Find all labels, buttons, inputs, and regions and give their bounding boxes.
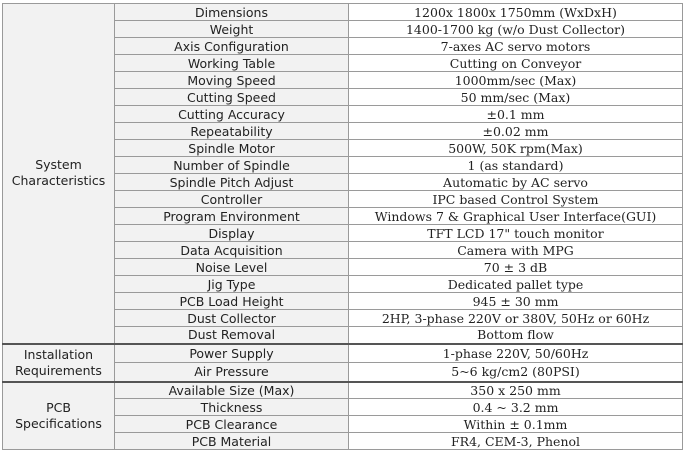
spec-item: Dimensions: [115, 4, 349, 21]
spec-value: 350 x 250 mm: [349, 382, 683, 399]
spec-table: [2, 3, 683, 450]
table-row: [3, 382, 683, 399]
spec-item: Spindle Motor: [115, 140, 349, 157]
category-label: System: [35, 157, 82, 173]
spec-value: FR4, CEM-3, Phenol: [349, 433, 683, 450]
spec-value: Dedicated pallet type: [349, 276, 683, 293]
category-label: Characteristics: [11, 173, 106, 189]
spec-item: Data Acquisition: [115, 242, 349, 259]
spec-value: Windows 7 & Graphical User Interface(GUI): [349, 208, 683, 225]
spec-value: Within ± 0.1mm: [349, 416, 683, 433]
table-row: [3, 4, 683, 21]
spec-value: 50 mm/sec (Max): [349, 89, 683, 106]
spec-value: ±0.02 mm: [349, 123, 683, 140]
table-row: [3, 344, 683, 363]
spec-value: Bottom flow: [349, 327, 683, 344]
spec-item: Air Pressure: [115, 363, 349, 382]
spec-item: Repeatability: [115, 123, 349, 140]
category-cell: [3, 4, 115, 344]
spec-value: 1200x 1800x 1750mm (WxDxH): [349, 4, 683, 21]
spec-item: Dust Collector: [115, 310, 349, 327]
spec-item: Noise Level: [115, 259, 349, 276]
category-label: Installation: [23, 346, 94, 362]
spec-value: Cutting on Conveyor: [349, 55, 683, 72]
spec-item: Spindle Pitch Adjust: [115, 174, 349, 191]
spec-item: PCB Load Height: [115, 293, 349, 310]
spec-item: Weight: [115, 21, 349, 38]
spec-value: Automatic by AC servo: [349, 174, 683, 191]
spec-value: Camera with MPG: [349, 242, 683, 259]
spec-item: Cutting Speed: [115, 89, 349, 106]
spec-value: IPC based Control System: [349, 191, 683, 208]
spec-item: Cutting Accuracy: [115, 106, 349, 123]
spec-value: 1 (as standard): [349, 157, 683, 174]
spec-value: 500W, 50K rpm(Max): [349, 140, 683, 157]
spec-value: 70 ± 3 dB: [349, 259, 683, 276]
category-cell: [3, 382, 115, 450]
spec-item: Display: [115, 225, 349, 242]
spec-item: Jig Type: [115, 276, 349, 293]
spec-item: PCB Clearance: [115, 416, 349, 433]
category-label: PCB: [46, 399, 71, 415]
spec-item: Power Supply: [115, 344, 349, 363]
spec-value: 2HP, 3-phase 220V or 380V, 50Hz or 60Hz: [349, 310, 683, 327]
spec-item: Dust Removal: [115, 327, 349, 344]
spec-item: Available Size (Max): [115, 382, 349, 399]
spec-item: Number of Spindle: [115, 157, 349, 174]
category-label: Specifications: [15, 415, 102, 431]
spec-value: 1-phase 220V, 50/60Hz: [349, 344, 683, 363]
spec-item: Moving Speed: [115, 72, 349, 89]
spec-value: 7-axes AC servo motors: [349, 38, 683, 55]
spec-item: Axis Configuration: [115, 38, 349, 55]
spec-item: Program Environment: [115, 208, 349, 225]
spec-value: 0.4 ~ 3.2 mm: [349, 399, 683, 416]
spec-value: 1000mm/sec (Max): [349, 72, 683, 89]
spec-item: Working Table: [115, 55, 349, 72]
spec-item: Controller: [115, 191, 349, 208]
spec-value: 945 ± 30 mm: [349, 293, 683, 310]
spec-value: 5~6 kg/cm2 (80PSI): [349, 363, 683, 382]
category-label: Requirements: [15, 362, 102, 378]
spec-value: 1400-1700 kg (w/o Dust Collector): [349, 21, 683, 38]
category-cell: [3, 344, 115, 382]
spec-value: ±0.1 mm: [349, 106, 683, 123]
spec-item: Thickness: [115, 399, 349, 416]
spec-table-body: [3, 4, 683, 450]
spec-item: PCB Material: [115, 433, 349, 450]
spec-value: TFT LCD 17" touch monitor: [349, 225, 683, 242]
